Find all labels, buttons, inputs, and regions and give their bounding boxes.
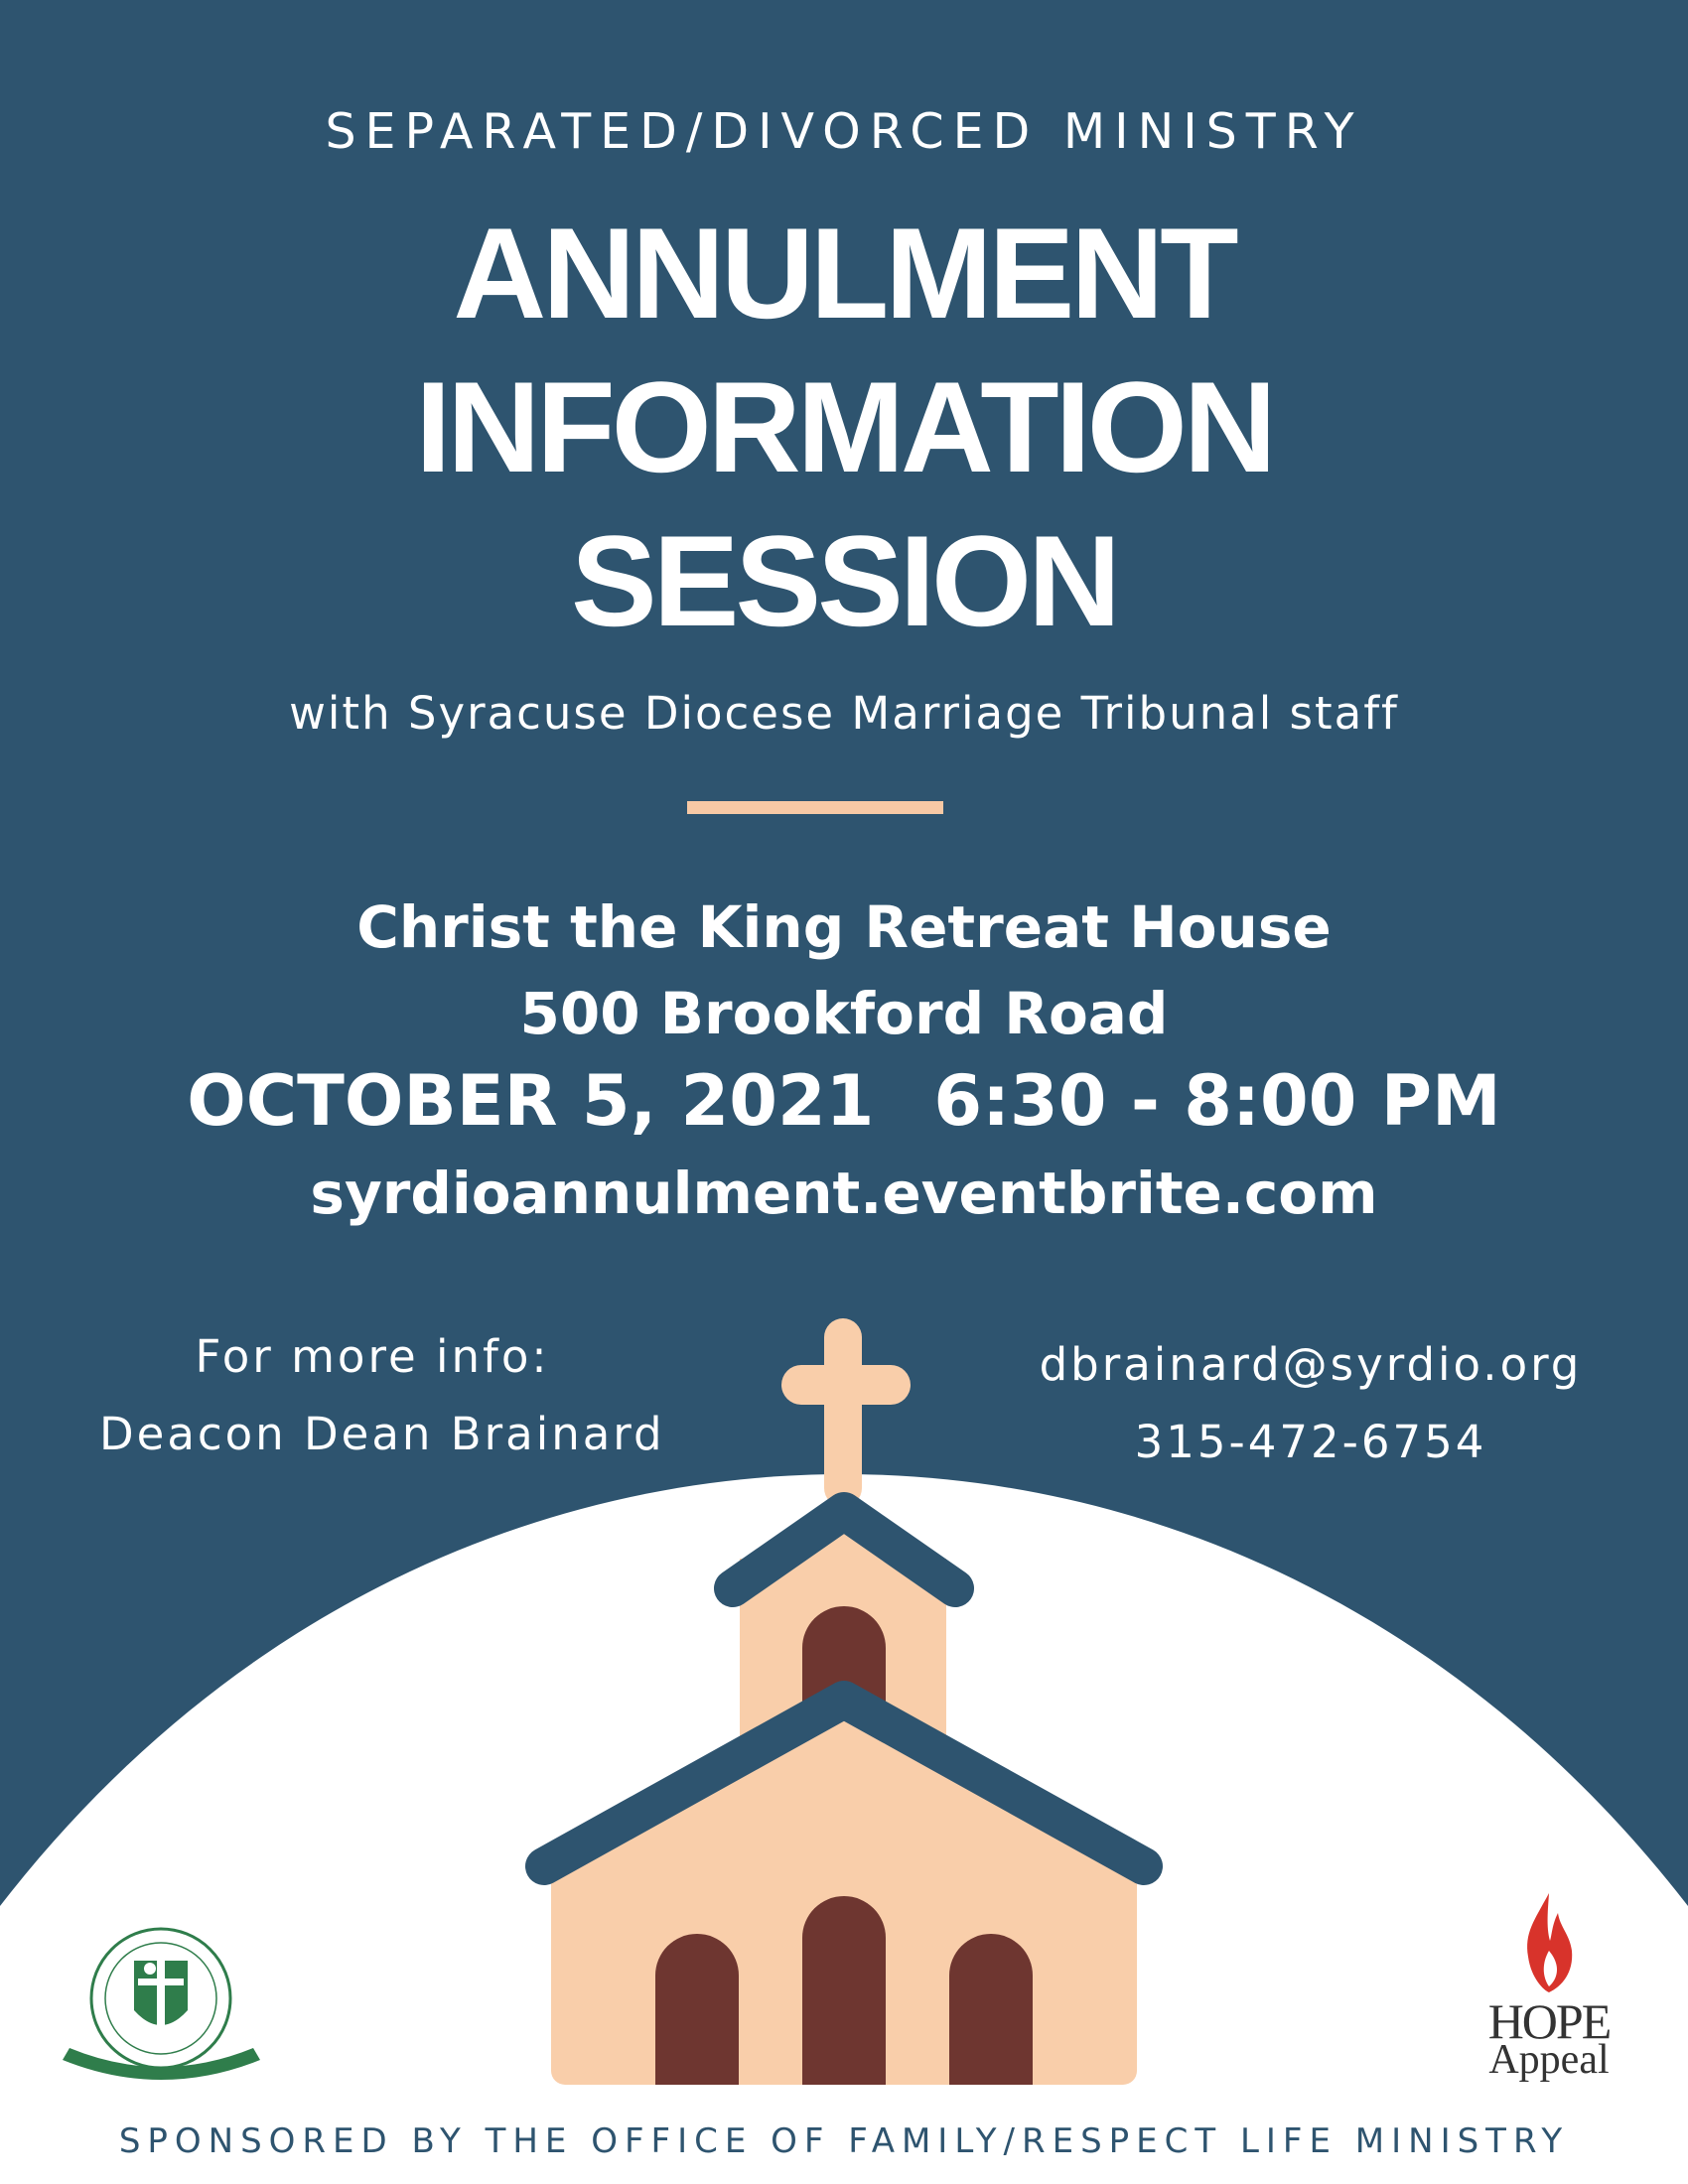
event-website[interactable]: syrdioannulment.eventbrite.com bbox=[310, 1160, 1378, 1227]
venue-address: 500 Brookford Road bbox=[519, 980, 1169, 1047]
event-time: 6:30 - 8:00 PM bbox=[933, 1060, 1501, 1142]
door-center bbox=[802, 1896, 886, 2085]
ministry-heading: SEPARATED/DIVORCED MINISTRY bbox=[325, 103, 1363, 160]
divider-bar bbox=[687, 801, 943, 814]
door-right bbox=[949, 1934, 1033, 2085]
contact-email[interactable]: dbrainard@syrdio.org bbox=[1039, 1338, 1583, 1391]
title-line-3: SESSION bbox=[571, 508, 1117, 653]
event-date: OCTOBER 5, 2021 bbox=[187, 1060, 875, 1142]
door-left bbox=[655, 1934, 739, 2085]
contact-phone[interactable]: 315-472-6754 bbox=[1134, 1416, 1487, 1468]
title-line-2: INFORMATION bbox=[415, 354, 1273, 499]
hope-appeal-logo bbox=[1470, 1891, 1628, 2090]
sponsor-footer: SPONSORED BY THE OFFICE OF FAMILY/RESPECT LIFE MINISTRY bbox=[118, 2121, 1570, 2161]
cross-horizontal bbox=[781, 1365, 911, 1405]
flame-icon bbox=[1514, 1891, 1584, 1995]
subtitle: with Syracuse Diocese Marriage Tribunal staff bbox=[289, 687, 1399, 740]
appeal-word: Appeal bbox=[1488, 2037, 1610, 2083]
venue-name: Christ the King Retreat House bbox=[356, 893, 1332, 961]
event-datetime bbox=[0, 1060, 1688, 1142]
contact-name: Deacon Dean Brainard bbox=[99, 1408, 665, 1460]
diocese-seal-icon bbox=[55, 1921, 268, 2090]
title-line-1: ANNULMENT bbox=[453, 201, 1235, 345]
hope-word: HOPE bbox=[1487, 1993, 1611, 2049]
cross-vertical bbox=[824, 1318, 862, 1507]
info-label: For more info: bbox=[195, 1330, 550, 1383]
